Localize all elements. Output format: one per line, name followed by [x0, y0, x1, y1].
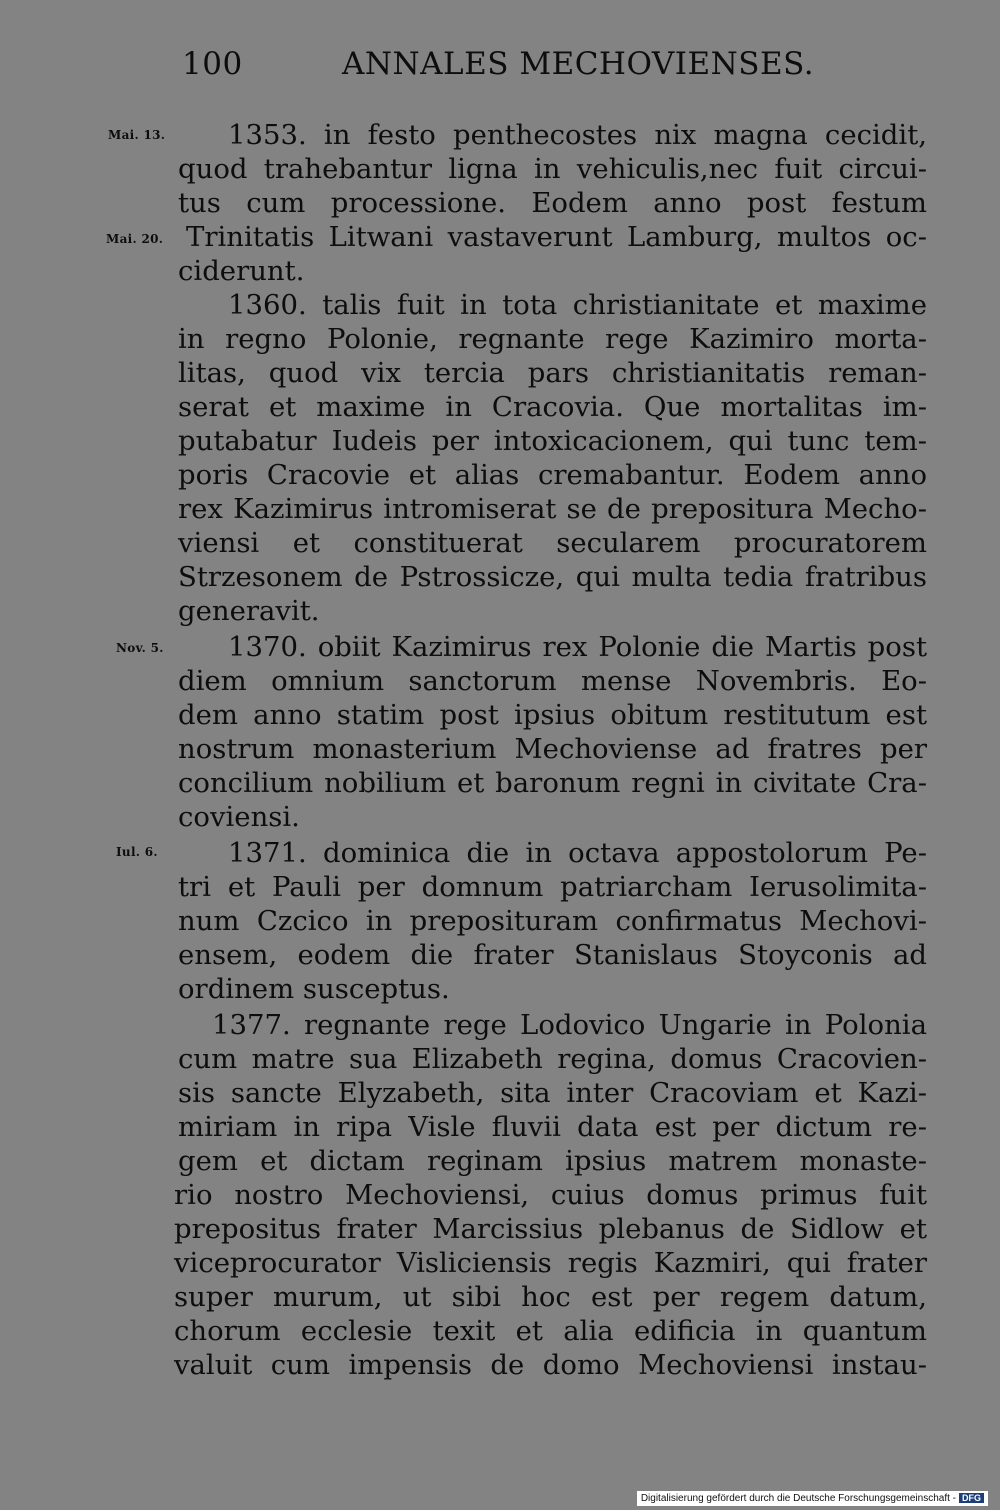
text-line: valuit cum impensis de domo Mechoviensi instau-: [174, 1349, 927, 1381]
text-line: miriam in ripa Visle fluvii data est per dictum re-: [178, 1111, 927, 1143]
text-line: coviensi.: [178, 801, 300, 833]
text-line: quod trahebantur ligna in vehiculis,nec fuit circui-: [178, 153, 927, 185]
margin-note-date: Nov. 5.: [116, 641, 164, 655]
digitization-credit: [637, 1491, 988, 1506]
text-line: Trinitatis Litwani vastaverunt Lamburg, multos oc-: [186, 221, 927, 253]
text-line: gem et dictam reginam ipsius matrem monaste-: [178, 1145, 927, 1177]
margin-note-date: Iul. 6.: [116, 845, 158, 859]
text-line: chorum ecclesie texit et alia edificia in quantum: [174, 1315, 927, 1347]
page-number: 100: [182, 46, 243, 82]
text-line: in regno Polonie, regnante rege Kazimiro morta-: [178, 323, 927, 355]
text-line: ordinem susceptus.: [178, 973, 450, 1005]
text-line: cum matre sua Elizabeth regina, domus Cracovien-: [178, 1043, 927, 1075]
text-line: sis sancte Elyzabeth, sita inter Cracoviam et Kazi-: [178, 1077, 927, 1109]
text-line: 1371. dominica die in octava appostolorum Pe-: [228, 837, 927, 869]
text-line: poris Cracovie et alias cremabantur. Eodem anno: [178, 459, 927, 491]
text-line: dem anno statim post ipsius obitum restitutum est: [178, 699, 927, 731]
text-line: concilium nobilium et baronum regni in civitate Cra-: [178, 767, 927, 799]
text-line: prepositus frater Marcissius plebanus de Sidlow et: [174, 1213, 927, 1245]
text-line: 1377. regnante rege Lodovico Ungarie in Polonia: [212, 1009, 927, 1041]
text-line: serat et maxime in Cracovia. Que mortalitas im-: [178, 391, 927, 423]
margin-note-date: Mai. 13.: [108, 128, 166, 142]
text-line: nostrum monasterium Mechoviense ad fratres per: [178, 733, 927, 765]
text-line: diem omnium sanctorum mense Novembris. Eo-: [178, 665, 927, 697]
text-line: 1360. talis fuit in tota christianitate et maxime: [228, 289, 927, 321]
text-line: 1370. obiit Kazimirus rex Polonie die Martis post: [228, 631, 927, 663]
dfg-logo: DFG: [959, 1493, 984, 1503]
text-line: ensem, eodem die frater Stanislaus Stoyconis ad: [178, 939, 927, 971]
text-line: viceprocurator Visliciensis regis Kazmiri, qui frater: [174, 1247, 927, 1279]
margin-note-date: Mai. 20.: [106, 232, 164, 246]
text-line: num Czcico in preposituram confirmatus Mechovi-: [178, 905, 927, 937]
text-line: 1353. in festo penthecostes nix magna cecidit,: [228, 119, 927, 151]
text-line: super murum, ut sibi hoc est per regem datum,: [174, 1281, 927, 1313]
page-title: ANNALES MECHOVIENSES.: [342, 46, 815, 82]
text-line: rio nostro Mechoviensi, cuius domus primus fuit: [174, 1179, 927, 1211]
text-line: generavit.: [178, 595, 320, 627]
text-line: ciderunt.: [178, 255, 305, 287]
text-line: viensi et constituerat secularem procuratorem: [178, 527, 927, 559]
credit-text: Digitalisierung gefördert durch die Deutsche Forschungsgemeinschaft -: [640, 1493, 956, 1504]
text-line: Strzesonem de Pstrossicze, qui multa tedia fratribus: [178, 561, 927, 593]
text-line: tus cum processione. Eodem anno post festum: [178, 187, 927, 219]
text-line: litas, quod vix tercia pars christianitatis reman-: [178, 357, 927, 389]
text-line: rex Kazimirus intromiserat se de prepositura Mecho-: [178, 493, 927, 525]
text-line: putabatur Iudeis per intoxicacionem, qui tunc tem-: [178, 425, 927, 457]
text-line: tri et Pauli per domnum patriarcham Ierusolimita-: [178, 871, 927, 903]
running-head: [150, 46, 850, 86]
